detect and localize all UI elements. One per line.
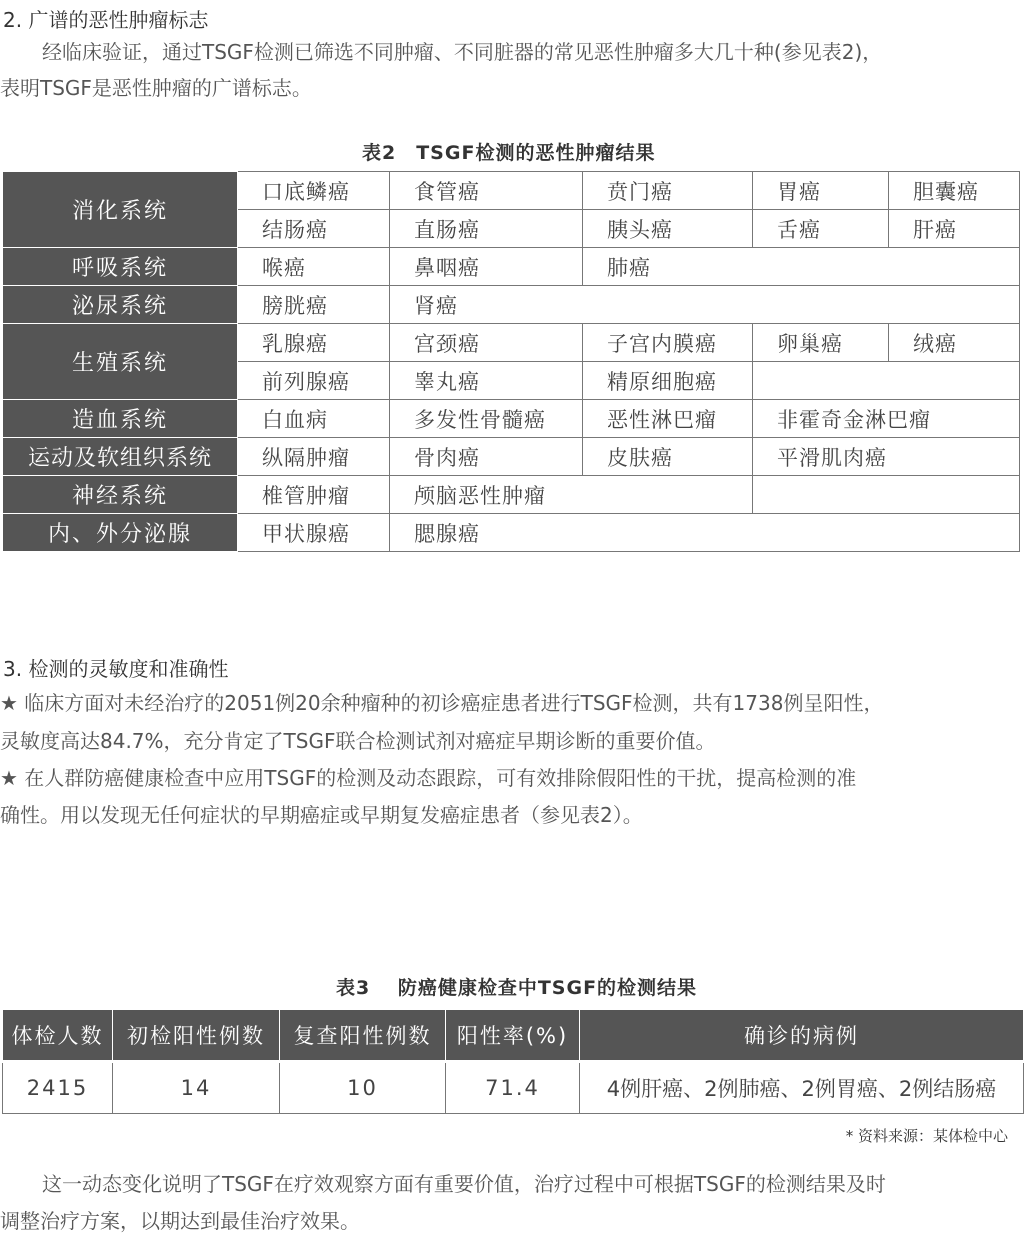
- table-cell: 胆囊癌: [889, 172, 1020, 210]
- table-cell: 睾丸癌: [390, 362, 583, 400]
- system-label: 生殖系统: [3, 324, 238, 400]
- system-label: 呼吸系统: [3, 248, 238, 286]
- table-cell: 肺癌: [583, 248, 1020, 286]
- table-header-row: [3, 1010, 1024, 1062]
- table-cell: 14: [113, 1062, 280, 1114]
- table-cell: 颅脑恶性肿瘤: [390, 476, 753, 514]
- table-cell: 肾癌: [390, 286, 1020, 324]
- column-header: 阳性率(%): [446, 1010, 580, 1062]
- table-row: [3, 248, 1020, 286]
- table-cell: 宫颈癌: [390, 324, 583, 362]
- table-cell: 皮肤癌: [583, 438, 753, 476]
- table-cell: 鼻咽癌: [390, 248, 583, 286]
- table-cell: 骨肉癌: [390, 438, 583, 476]
- column-header: 确诊的病例: [580, 1010, 1024, 1062]
- table-cell: 膀胱癌: [238, 286, 390, 324]
- table-cell: 恶性淋巴瘤: [583, 400, 753, 438]
- table-cell: 10: [280, 1062, 446, 1114]
- table-cell: 舌癌: [753, 210, 889, 248]
- table-cell: 非霍奇金淋巴瘤: [753, 400, 1020, 438]
- table-cell: 食管癌: [390, 172, 583, 210]
- table-cell: 肝癌: [889, 210, 1020, 248]
- table-cell: 胃癌: [753, 172, 889, 210]
- table-row: [3, 438, 1020, 476]
- column-header: 初检阳性例数: [113, 1010, 280, 1062]
- system-label: 神经系统: [3, 476, 238, 514]
- table3: [2, 1009, 1024, 1114]
- table-cell: 精原细胞癌: [583, 362, 753, 400]
- table3-caption: 表3 防癌健康检查中TSGF的检测结果: [336, 977, 698, 999]
- column-header: 复查阳性例数: [280, 1010, 446, 1062]
- system-label: 泌尿系统: [3, 286, 238, 324]
- table-cell: 2415: [3, 1062, 113, 1114]
- table-cell: 腮腺癌: [390, 514, 1020, 552]
- table-cell-empty: [753, 362, 1020, 400]
- table-cell: 平滑肌肉癌: [753, 438, 1020, 476]
- table-cell: 前列腺癌: [238, 362, 390, 400]
- table-cell: 乳腺癌: [238, 324, 390, 362]
- table-cell: 喉癌: [238, 248, 390, 286]
- table-cell: 多发性骨髓癌: [390, 400, 583, 438]
- table2-caption: 表2 TSGF检测的恶性肿瘤结果: [362, 142, 656, 164]
- section3-bullet2-line2: 确性。用以发现无任何症状的早期癌症或早期复发癌症患者（参见表2）。: [0, 803, 643, 827]
- section2-heading: 2. 广谱的恶性肿瘤标志: [3, 8, 209, 32]
- table-cell: 胰头癌: [583, 210, 753, 248]
- table-cell: 纵隔肿瘤: [238, 438, 390, 476]
- section3-heading: 3. 检测的灵敏度和准确性: [3, 657, 229, 681]
- table-row: [3, 476, 1020, 514]
- table-cell: 卵巢癌: [753, 324, 889, 362]
- system-label: 运动及软组织系统: [3, 438, 238, 476]
- system-label: 内、外分泌腺: [3, 514, 238, 552]
- closing-paragraph-line1: 这一动态变化说明了TSGF在疗效观察方面有重要价值，治疗过程中可根据TSGF的检测结果及时: [42, 1172, 886, 1196]
- table-row: [3, 172, 1020, 210]
- system-label: 消化系统: [3, 172, 238, 248]
- table-cell: 椎管肿瘤: [238, 476, 390, 514]
- table-cell-empty: [753, 476, 1020, 514]
- section2-paragraph-line2: 表明TSGF是恶性肿瘤的广谱标志。: [0, 76, 312, 100]
- table-row: [3, 514, 1020, 552]
- table-row: [3, 324, 1020, 362]
- section2-paragraph-line1: 经临床验证，通过TSGF检测已筛选不同肿瘤、不同脏器的常见恶性肿瘤多大几十种(参见表2)，: [42, 40, 883, 64]
- data-source-note: * 资料来源：某体检中心: [845, 1127, 1008, 1145]
- closing-paragraph-line2: 调整治疗方案，以期达到最佳治疗效果。: [0, 1209, 360, 1233]
- table-row: [3, 1062, 1024, 1114]
- table-cell: 绒癌: [889, 324, 1020, 362]
- column-header: 体检人数: [3, 1010, 113, 1062]
- section3-bullet1-line1: ★ 临床方面对未经治疗的2051例20余种瘤种的初诊癌症患者进行TSGF检测，共有1738例呈阳性，: [0, 691, 884, 715]
- table-cell: 口底鳞癌: [238, 172, 390, 210]
- table-row: [3, 286, 1020, 324]
- section3-bullet2-line1: ★ 在人群防癌健康检查中应用TSGF的检测及动态跟踪，可有效排除假阳性的干扰，提高检测的准: [0, 766, 857, 790]
- table-cell: 贲门癌: [583, 172, 753, 210]
- section3-bullet1-line2: 灵敏度高达84.7%，充分肯定了TSGF联合检测试剂对癌症早期诊断的重要价值。: [0, 729, 716, 753]
- table-cell: 直肠癌: [390, 210, 583, 248]
- table-cell: 子宫内膜癌: [583, 324, 753, 362]
- table-cell: 4例肝癌、2例肺癌、2例胃癌、2例结肠癌: [580, 1062, 1024, 1114]
- table-cell: 结肠癌: [238, 210, 390, 248]
- system-label: 造血系统: [3, 400, 238, 438]
- table-row: [3, 400, 1020, 438]
- table2: [2, 171, 1020, 552]
- table-cell: 甲状腺癌: [238, 514, 390, 552]
- table-cell: 白血病: [238, 400, 390, 438]
- table-cell: 71.4: [446, 1062, 580, 1114]
